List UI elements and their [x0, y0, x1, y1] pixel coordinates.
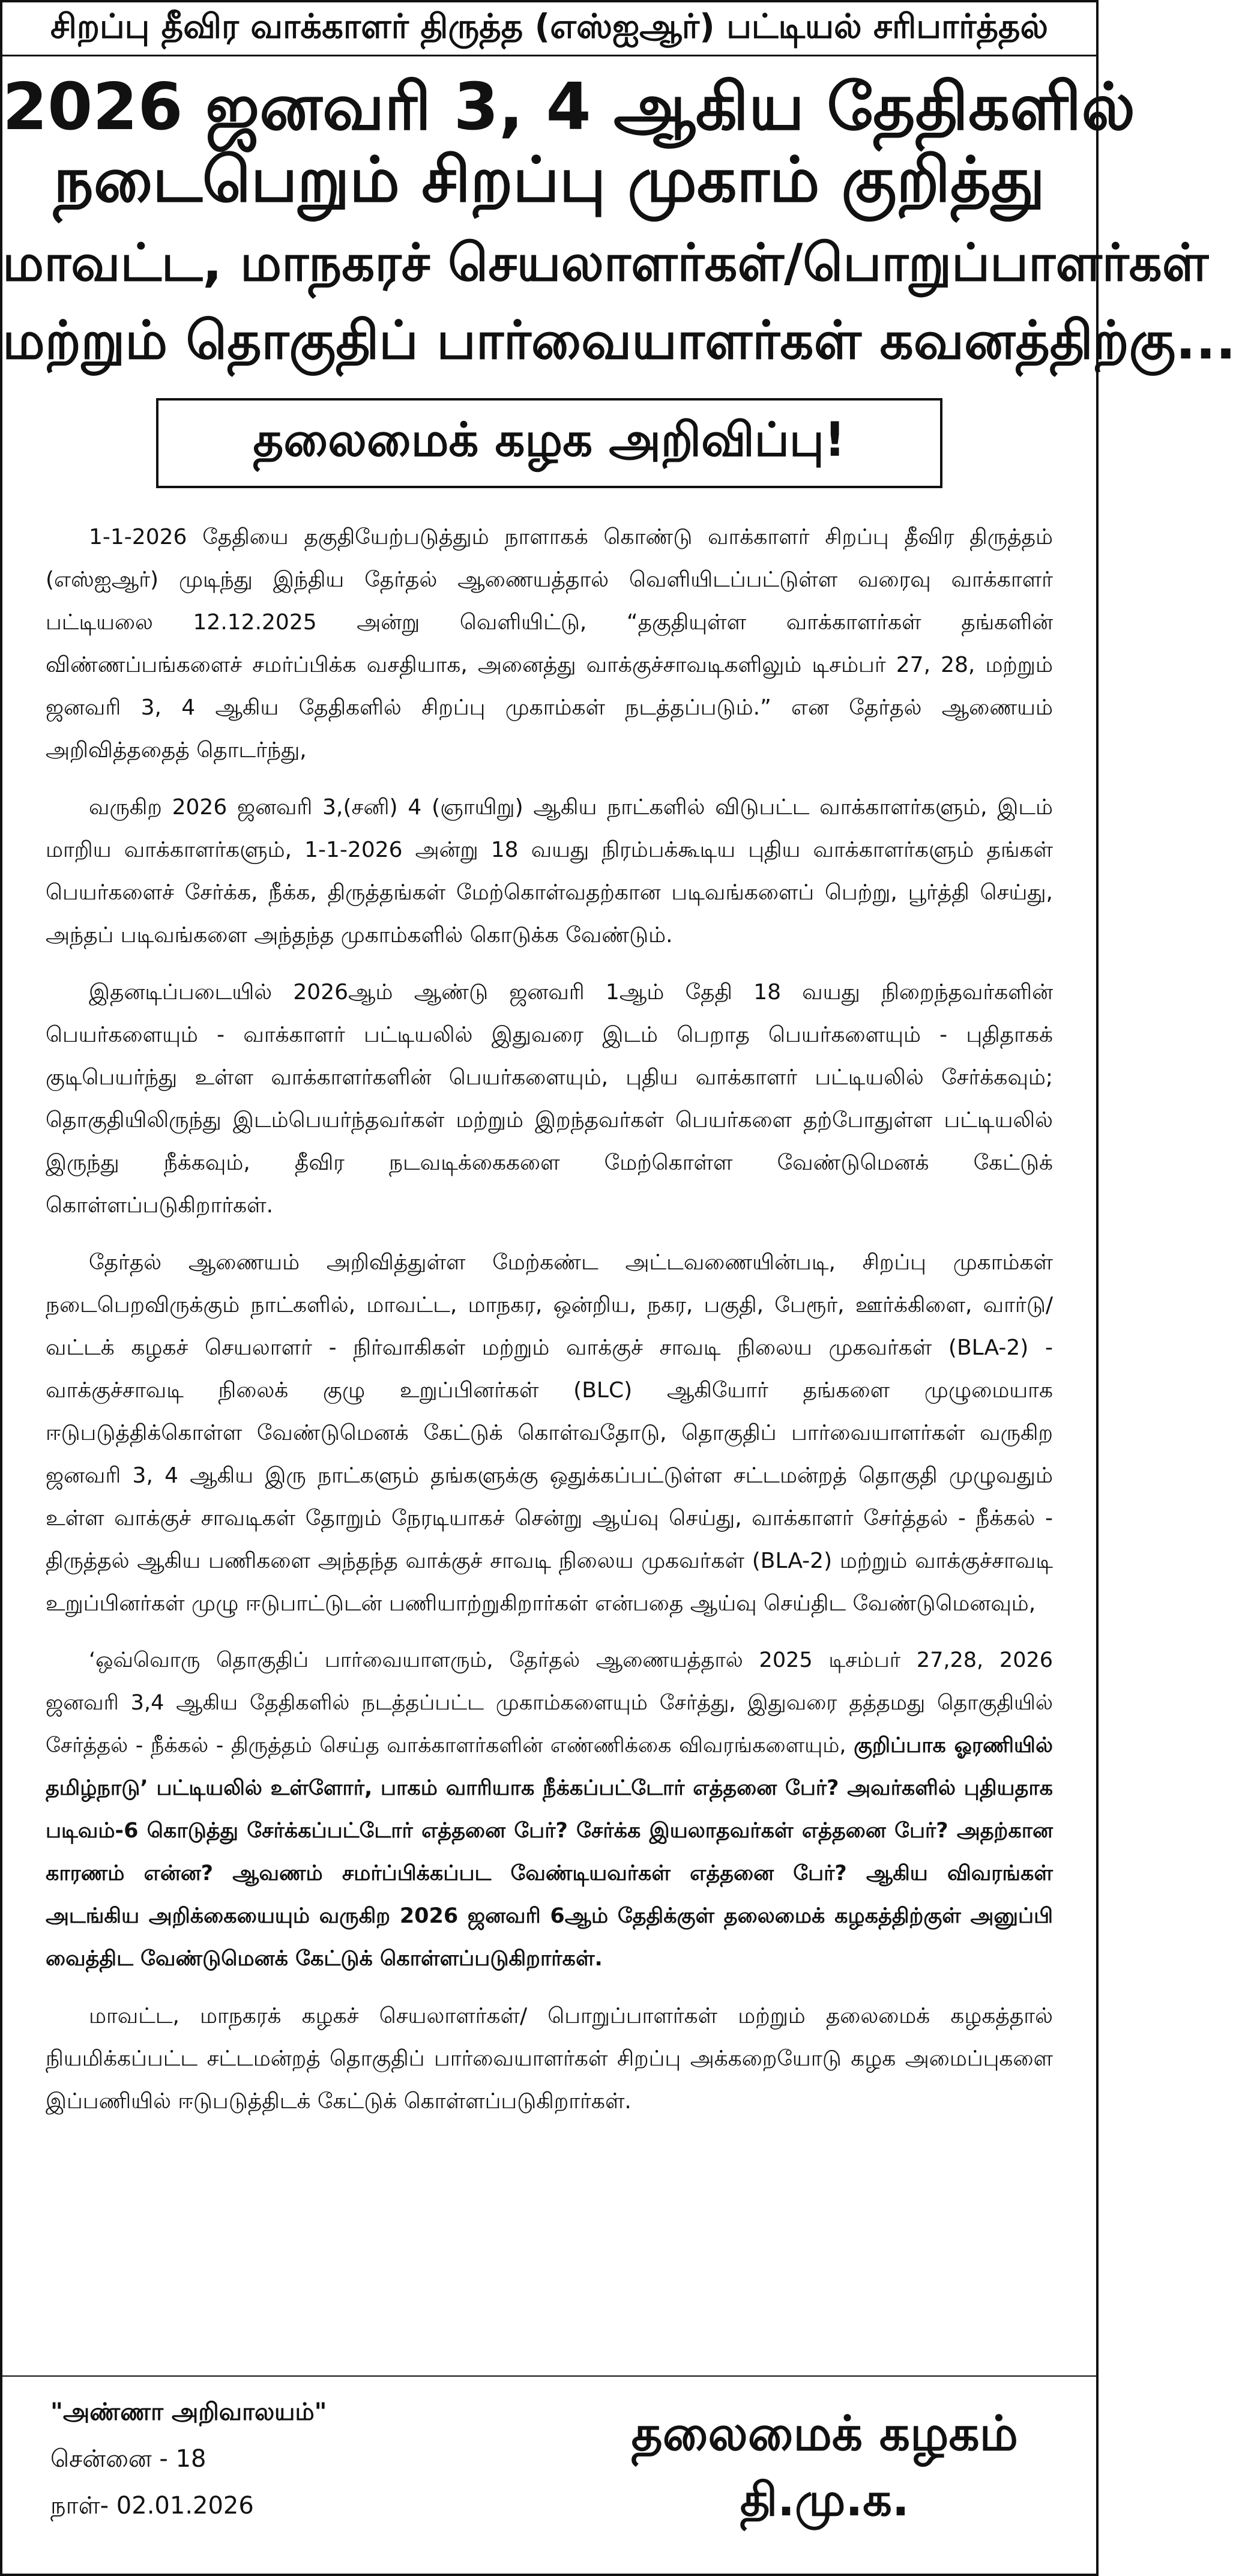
- footer-party: தி.மு.க.: [740, 2473, 909, 2526]
- notice-body: [2, 516, 1096, 2123]
- footer: [2, 2375, 1096, 2574]
- headline-line-3: மாவட்ட, மாநகரச் செயலாளர்கள்/பொறுப்பாளர்கள்: [2, 232, 1209, 293]
- headline-line-2: நடைபெறும் சிறப்பு முகாம் குறித்து: [53, 143, 1045, 217]
- announcement-box: தலைமைக் கழக அறிவிப்பு!: [156, 398, 942, 488]
- footer-address: [50, 2389, 327, 2574]
- footer-date: நாள்- 02.01.2026: [50, 2492, 254, 2520]
- paragraph-1: 1-1-2026 தேதியை தகுதியேற்படுத்தும் நாளாகக் கொண்டு வாக்காளர் சிறப்பு தீவிர திருத்தம் (எஸ்ஐஆர்) முடிந்து இந்திய தேர்தல் ஆணையத்தால் வெளியிடப்பட்டுள்ள வரைவு வாக்காளர் பட்டியலை 12.12.2025 அன்று வெளியிட்டு, “தகுதியுள்ள வாக்காளர்கள் தங்களின் விண்ணப்பங்களைச் சமர்ப்பிக்க வசதியாக, அனைத்து வாக்குச்சாவடிகளிலும் டிசம்பர் 27, 28, மற்றும் ஜனவரி 3, 4 ஆகிய தேதிகளில் சிறப்பு முகாம்கள் நடத்தப்படும்.” என தேர்தல் ஆணையம் அறிவித்ததைத் தொடர்ந்து,: [46, 525, 1053, 763]
- footer-city: சென்னை - 18: [50, 2445, 207, 2473]
- paragraph-5-bold-text: குறிப்பாக ஓரணியில் தமிழ்நாடு’ பட்டியலில் உள்ளோர், பாகம் வாரியாக நீக்கப்பட்டோர் எத்தனை பேர்? அவர்களில் புதியதாக படிவம்-6 கொடுத்து சேர்க்கப்பட்டோர் எத்தனை பேர்? சேர்க்க இயலாதவர்கள் எத்தனை பேர்? அதற்கான காரணம் என்ன? ஆவணம் சமர்ப்பிக்கப்பட வேண்டியவர்கள் எத்தனை பேர்? ஆகிய விவரங்கள் அடங்கிய அறிக்கையையும் வருகிற 2026 ஜனவரி 6ஆம் தேதிக்குள் தலைமைக் கழகத்திற்குள் அனுப்பி வைத்திட வேண்டுமெனக் கேட்டுக் கொள்ளப்படுகிறார்கள்.: [46, 1734, 1054, 1971]
- paragraph-2: வருகிற 2026 ஜனவரி 3,(சனி) 4 (ஞாயிறு) ஆகிய நாட்களில் விடுபட்ட வாக்காளர்களும், இடம் மாறிய வாக்காளர்களும், 1-1-2026 அன்று 18 வயது நிரம்பக்கூடிய புதிய வாக்காளர்களும் தங்கள் பெயர்களைச் சேர்க்க, நீக்க, திருத்தங்கள் மேற்கொள்வதற்கான படிவங்களைப் பெற்று, பூர்த்தி செய்து, அந்தப் படிவங்களை அந்தந்த முகாம்களில் கொடுக்க வேண்டும்.: [46, 795, 1053, 948]
- announcement-container: [2, 398, 1096, 488]
- paragraph-4: தேர்தல் ஆணையம் அறிவித்துள்ள மேற்கண்ட அட்டவணையின்படி, சிறப்பு முகாம்கள் நடைபெறவிருக்கும் நாட்களில், மாவட்ட, மாநகர, ஒன்றிய, நகர, பகுதி, பேரூர், ஊர்க்கிளை, வார்டு/வட்டக் கழகச் செயலாளர் - நிர்வாகிகள் மற்றும் வாக்குச் சாவடி நிலைய முகவர்கள் (BLA-2) - வாக்குச்சாவடி நிலைக் குழு உறுப்பினர்கள் (BLC) ஆகியோர் தங்களை முழுமையாக ஈடுபடுத்திக்கொள்ள வேண்டுமெனக் கேட்டுக் கொள்வதோடு, தொகுதிப் பார்வையாளர்கள் வருகிற ஜனவரி 3, 4 ஆகிய இரு நாட்களும் தங்களுக்கு ஒதுக்கப்பட்டுள்ள சட்டமன்றத் தொகுதி முழுவதும் உள்ள வாக்குச் சாவடிகள் தோறும் நேரடியாகச் சென்று ஆய்வு செய்து, வாக்காளர் சேர்த்தல் - நீக்கல் - திருத்தல் ஆகிய பணிகளை அந்தந்த வாக்குச் சாவடி நிலைய முகவர்கள் (BLA-2) மற்றும் வாக்குச்சாவடி உறுப்பினர்கள் முழு ஈடுபாட்டுடன் பணியாற்றுகிறார்கள் என்பதை ஆய்வு செய்திட வேண்டுமெனவும்,: [46, 1250, 1053, 1616]
- headline-line-1: 2026 ஜனவரி 3, 4 ஆகிய தேதிகளில்: [2, 70, 1136, 145]
- paragraph-6: மாவட்ட, மாநகரக் கழகச் செயலாளர்கள்/ பொறுப்பாளர்கள் மற்றும் தலைமைக் கழகத்தால் நியமிக்கப்பட்ட சட்டமன்றத் தொகுதிப் பார்வையாளர்கள் சிறப்பு அக்கறையோடு கழக அமைப்புகளை இப்பணியில் ஈடுபடுத்திடக் கேட்டுக் கொள்ளப்படுகிறார்கள்.: [46, 2004, 1053, 2114]
- headline-line-4: மற்றும் தொகுதிப் பார்வையாளர்கள் கவனத்திற்கு...: [2, 309, 1236, 371]
- footer-place: "அண்ணா அறிவாலயம்": [50, 2398, 327, 2426]
- paragraph-5-text: ‘ஒவ்வொரு தொகுதிப் பார்வையாளரும், தேர்தல் ஆணையத்தால் 2025 டிசம்பர் 27,28, 2026 ஜனவரி 3,4 ஆகிய தேதிகளில் நடத்தப்பட்ட முகாம்களையும் சேர்த்து, இதுவரை தத்தமது தொகுதியில் சேர்த்தல் - நீக்கல் - திருத்தம் செய்த வாக்காளர்களின் எண்ணிக்கை விவரங்களையும்,: [46, 1648, 1053, 1758]
- top-banner: சிறப்பு தீவிர வாக்காளர் திருத்த (எஸ்ஐஆர்) பட்டியல் சரிபார்த்தல்: [2, 2, 1096, 56]
- paragraph-3: இதனடிப்படையில் 2026ஆம் ஆண்டு ஜனவரி 1ஆம் தேதி 18 வயது நிறைந்தவர்களின் பெயர்களையும் - வாக்காளர் பட்டியலில் இதுவரை இடம் பெறாத பெயர்களையும் - புதிதாகக் குடிபெயர்ந்து உள்ள வாக்காளர்களின் பெயர்களையும், புதிய வாக்காளர் பட்டியலில் சேர்க்கவும்; தொகுதியிலிருந்து இடம்பெயர்ந்தவர்கள் மற்றும் இறந்தவர்கள் பெயர்களை தற்போதுள்ள பட்டியலில் இருந்து நீக்கவும், தீவிர நடவடிக்கைகளை மேற்கொள்ள வேண்டுமெனக் கேட்டுக் கொள்ளப்படுகிறார்கள்.: [46, 980, 1053, 1218]
- footer-org: தலைமைக் கழகம்: [631, 2405, 1018, 2461]
- footer-signature: [632, 2389, 1018, 2574]
- paragraph-5: [46, 1639, 1053, 1980]
